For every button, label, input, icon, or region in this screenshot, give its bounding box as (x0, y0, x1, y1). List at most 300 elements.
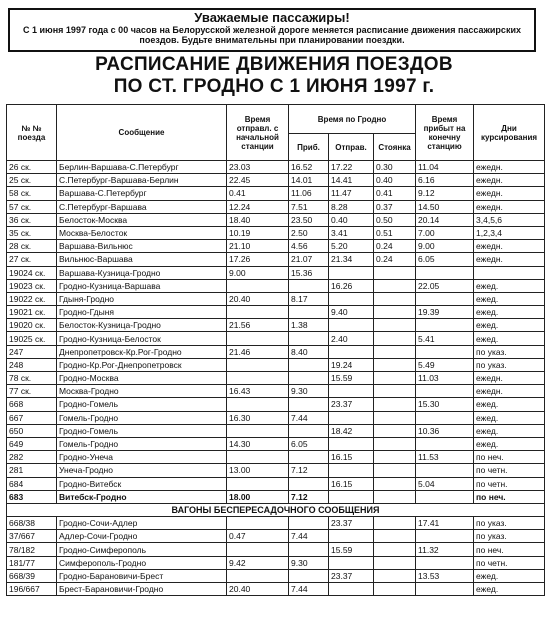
table-cell (416, 319, 474, 332)
table-cell: 14.41 (329, 174, 374, 187)
table-cell (227, 279, 289, 292)
table-row (7, 385, 545, 398)
table-cell: 9.00 (416, 240, 474, 253)
table-cell: ежед. (474, 569, 545, 582)
table-cell: ежедн. (474, 161, 545, 174)
table-cell: по неч. (474, 451, 545, 464)
table-cell: 16.15 (329, 477, 374, 490)
table-cell (374, 345, 416, 358)
table-cell (329, 411, 374, 424)
table-cell: по четн. (474, 556, 545, 569)
table-row (7, 583, 545, 596)
table-cell (329, 490, 374, 503)
table-cell: по указ. (474, 517, 545, 530)
table-row (7, 253, 545, 266)
table-row (7, 530, 545, 543)
table-cell: 9.40 (329, 306, 374, 319)
table-row (7, 266, 545, 279)
table-cell: Гродно-Кр.Рог-Днепропетровск (57, 358, 227, 371)
table-cell: 13.53 (416, 569, 474, 582)
table-cell (374, 437, 416, 450)
table-cell (329, 464, 374, 477)
table-row (7, 411, 545, 424)
header-arrive: Приб. (289, 134, 329, 161)
table-cell: 248 (7, 358, 57, 371)
table-cell: 25 ск. (7, 174, 57, 187)
section-body (7, 517, 545, 596)
table-cell: 19024 ск. (7, 266, 57, 279)
table-row (7, 398, 545, 411)
table-row (7, 319, 545, 332)
table-cell: ежед. (474, 332, 545, 345)
table-cell: 683 (7, 490, 57, 503)
table-cell: С.Петербург-Варшава-Берлин (57, 174, 227, 187)
table-cell (374, 477, 416, 490)
table-cell: ежед. (474, 319, 545, 332)
table-row (7, 187, 545, 200)
table-cell (416, 583, 474, 596)
table-cell: Берлин-Варшава-С.Петербург (57, 161, 227, 174)
table-cell: Гродно-Москва (57, 372, 227, 385)
table-cell: 11.06 (289, 187, 329, 200)
table-cell (289, 306, 329, 319)
table-cell (374, 530, 416, 543)
table-cell: Гродно-Сочи-Адлер (57, 517, 227, 530)
table-row (7, 490, 545, 503)
table-cell: 0.40 (329, 213, 374, 226)
table-cell (329, 319, 374, 332)
table-cell (289, 477, 329, 490)
table-cell: ежедн. (474, 200, 545, 213)
table-cell: 77 ск. (7, 385, 57, 398)
table-cell (374, 372, 416, 385)
table-cell: 668 (7, 398, 57, 411)
table-cell (474, 266, 545, 279)
table-cell (374, 543, 416, 556)
table-cell (374, 411, 416, 424)
table-cell: Гродно-Кузница-Варшава (57, 279, 227, 292)
table-cell: 18.42 (329, 424, 374, 437)
table-cell: ежед. (474, 411, 545, 424)
table-cell (374, 279, 416, 292)
table-cell (374, 490, 416, 503)
table-cell: 5.49 (416, 358, 474, 371)
table-cell: Варшава-С.Петербург (57, 187, 227, 200)
table-cell (227, 569, 289, 582)
table-cell: 0.51 (374, 226, 416, 239)
table-cell (227, 372, 289, 385)
table-cell: 0.41 (374, 187, 416, 200)
table-cell: ежед. (474, 437, 545, 450)
header-route: Сообщение (57, 105, 227, 161)
table-cell: 4.56 (289, 240, 329, 253)
table-cell: 19020 ск. (7, 319, 57, 332)
table-row (7, 517, 545, 530)
table-row (7, 358, 545, 371)
table-cell: 28 ск. (7, 240, 57, 253)
table-cell (374, 424, 416, 437)
table-cell: по указ. (474, 530, 545, 543)
table-cell: Гомель-Гродно (57, 411, 227, 424)
table-row (7, 161, 545, 174)
table-cell: по четн. (474, 464, 545, 477)
table-cell: ежедн. (474, 253, 545, 266)
table-cell: 12.24 (227, 200, 289, 213)
table-cell: 3,4,5,6 (474, 213, 545, 226)
table-cell: 18.40 (227, 213, 289, 226)
table-cell: 20.40 (227, 292, 289, 305)
table-cell: 9.00 (227, 266, 289, 279)
table-cell: Гродно-Гдыня (57, 306, 227, 319)
table-cell: 23.37 (329, 569, 374, 582)
table-cell: 5.04 (416, 477, 474, 490)
table-cell: 181/77 (7, 556, 57, 569)
table-cell: 0.24 (374, 253, 416, 266)
table-cell: 14.50 (416, 200, 474, 213)
table-cell (416, 345, 474, 358)
table-cell (289, 372, 329, 385)
table-cell: 78/182 (7, 543, 57, 556)
table-cell (416, 266, 474, 279)
table-cell: 21.56 (227, 319, 289, 332)
table-row (7, 372, 545, 385)
table-cell: ежед. (474, 398, 545, 411)
table-cell (227, 358, 289, 371)
table-cell: 2.50 (289, 226, 329, 239)
table-row (7, 477, 545, 490)
table-cell (374, 451, 416, 464)
table-cell: 16.43 (227, 385, 289, 398)
table-cell (416, 385, 474, 398)
table-cell: Гродно-Кузница-Белосток (57, 332, 227, 345)
table-cell: по неч. (474, 490, 545, 503)
header-arrive-final: Время прибыт на конечну станцию (416, 105, 474, 161)
table-cell: ежедн. (474, 174, 545, 187)
table-cell: 0.24 (374, 240, 416, 253)
table-cell: 9.30 (289, 556, 329, 569)
table-cell: 20.40 (227, 583, 289, 596)
table-cell: по указ. (474, 345, 545, 358)
table-cell: 11.03 (416, 372, 474, 385)
table-cell: ежедн. (474, 372, 545, 385)
table-cell: 19021 ск. (7, 306, 57, 319)
table-cell (374, 464, 416, 477)
table-cell: 23.50 (289, 213, 329, 226)
table-cell: 8.40 (289, 345, 329, 358)
table-cell: 2.40 (329, 332, 374, 345)
table-cell (416, 530, 474, 543)
table-cell: Варшава-Кузница-Гродно (57, 266, 227, 279)
table-cell: 21.07 (289, 253, 329, 266)
table-cell: Брест-Барановичи-Гродно (57, 583, 227, 596)
page-title-line1: РАСПИСАНИЕ ДВИЖЕНИЯ ПОЕЗДОВ (95, 54, 453, 75)
table-cell: Варшава-Вильнюс (57, 240, 227, 253)
table-cell: 16.52 (289, 161, 329, 174)
table-row (7, 424, 545, 437)
table-cell: Белосток-Кузница-Гродно (57, 319, 227, 332)
table-cell (227, 451, 289, 464)
header-grodno-time: Время по Гродно (289, 105, 416, 134)
table-row (7, 226, 545, 239)
table-cell: 23.03 (227, 161, 289, 174)
table-cell: 78 ск. (7, 372, 57, 385)
table-cell (416, 437, 474, 450)
table-cell: Гродно-Витебск (57, 477, 227, 490)
table-cell: 9.42 (227, 556, 289, 569)
table-cell: 3.41 (329, 226, 374, 239)
table-cell: 684 (7, 477, 57, 490)
table-cell: ежедн. (474, 385, 545, 398)
table-cell: 21.46 (227, 345, 289, 358)
table-cell (329, 556, 374, 569)
table-cell: 1,2,3,4 (474, 226, 545, 239)
table-cell: 281 (7, 464, 57, 477)
table-cell: 0.47 (227, 530, 289, 543)
table-cell: Гродно-Симферополь (57, 543, 227, 556)
table-cell: Гродно-Барановичи-Брест (57, 569, 227, 582)
table-row (7, 213, 545, 226)
table-cell: Днепропетровск-Кр.Рог-Гродно (57, 345, 227, 358)
table-cell: С.Петербург-Варшава (57, 200, 227, 213)
table-cell: 6.05 (289, 437, 329, 450)
table-cell: 23.37 (329, 398, 374, 411)
table-row (7, 200, 545, 213)
table-cell: ежед. (474, 279, 545, 292)
table-cell: 649 (7, 437, 57, 450)
table-cell (227, 477, 289, 490)
table-cell (289, 424, 329, 437)
table-cell: 9.12 (416, 187, 474, 200)
table-cell: ежедн. (474, 187, 545, 200)
schedule-body (7, 161, 545, 504)
table-cell: 19022 ск. (7, 292, 57, 305)
table-cell: 17.26 (227, 253, 289, 266)
table-cell: 7.12 (289, 464, 329, 477)
table-cell (374, 319, 416, 332)
table-row (7, 569, 545, 582)
table-cell: ежед. (474, 424, 545, 437)
notice-title: Уважаемые пассажиры! (194, 10, 350, 25)
header-depart-initial: Время отправл. с начальной станции (227, 105, 289, 161)
table-cell: 19.39 (416, 306, 474, 319)
table-cell: 16.30 (227, 411, 289, 424)
table-cell (374, 398, 416, 411)
table-cell: 196/667 (7, 583, 57, 596)
table-cell: 21.10 (227, 240, 289, 253)
table-cell (416, 292, 474, 305)
table-cell: 0.37 (374, 200, 416, 213)
header-stop: Стоянка (374, 134, 416, 161)
table-cell (227, 543, 289, 556)
table-cell: Гродно-Гомель (57, 398, 227, 411)
table-cell: 7.51 (289, 200, 329, 213)
table-cell: 5.20 (329, 240, 374, 253)
table-cell: ежед. (474, 306, 545, 319)
table-cell: 18.00 (227, 490, 289, 503)
table-cell: 10.19 (227, 226, 289, 239)
table-cell (289, 569, 329, 582)
table-cell: 9.30 (289, 385, 329, 398)
table-cell: 36 ск. (7, 213, 57, 226)
table-cell: 668/38 (7, 517, 57, 530)
header-days: Дни курсирования (474, 105, 545, 161)
table-cell: 16.15 (329, 451, 374, 464)
table-cell: ежед. (474, 292, 545, 305)
table-cell: 7.12 (289, 490, 329, 503)
table-row (7, 174, 545, 187)
table-row (7, 437, 545, 450)
table-cell: 22.05 (416, 279, 474, 292)
table-cell: Москва-Гродно (57, 385, 227, 398)
table-cell: 15.59 (329, 543, 374, 556)
table-cell: 21.34 (329, 253, 374, 266)
table-cell: 20.14 (416, 213, 474, 226)
table-cell: Гродно-Гомель (57, 424, 227, 437)
table-cell (416, 464, 474, 477)
table-cell: 15.30 (416, 398, 474, 411)
table-cell: Гродно-Унеча (57, 451, 227, 464)
table-cell (329, 292, 374, 305)
table-cell (374, 332, 416, 345)
table-cell: 19023 ск. (7, 279, 57, 292)
table-cell (374, 556, 416, 569)
page-title-line2: ПО СТ. ГРОДНО С 1 ИЮНЯ 1997 г. (113, 76, 435, 97)
table-cell: 22.45 (227, 174, 289, 187)
table-cell (329, 437, 374, 450)
table-cell: 16.26 (329, 279, 374, 292)
section-title: ВАГОНЫ БЕСПЕРЕСАДОЧНОГО СООБЩЕНИЯ (7, 503, 545, 516)
table-row (7, 292, 545, 305)
table-cell: 1.38 (289, 319, 329, 332)
table-cell: 23.37 (329, 517, 374, 530)
table-cell: 0.30 (374, 161, 416, 174)
notice-text: С 1 июня 1997 года с 00 часов на Белорусской железной дороге меняется расписание движения пассажирских поездов. Будьте внимательны при планировании поездки. (23, 25, 521, 45)
table-cell: Гдыня-Гродно (57, 292, 227, 305)
table-cell: 17.41 (416, 517, 474, 530)
table-cell: ежед. (474, 583, 545, 596)
table-cell: 0.41 (227, 187, 289, 200)
table-cell: 11.53 (416, 451, 474, 464)
table-cell: 8.17 (289, 292, 329, 305)
table-cell (289, 517, 329, 530)
table-cell: 26 ск. (7, 161, 57, 174)
table-cell (374, 266, 416, 279)
table-cell: 7.44 (289, 583, 329, 596)
table-cell: Симферополь-Гродно (57, 556, 227, 569)
table-cell: 7.44 (289, 411, 329, 424)
table-cell: 650 (7, 424, 57, 437)
table-cell: по неч. (474, 543, 545, 556)
table-cell (329, 530, 374, 543)
table-cell (289, 279, 329, 292)
table-cell (329, 385, 374, 398)
table-cell: 15.36 (289, 266, 329, 279)
table-cell: Гомель-Гродно (57, 437, 227, 450)
table-cell: 667 (7, 411, 57, 424)
table-cell: 58 ск. (7, 187, 57, 200)
table-cell: 6.16 (416, 174, 474, 187)
table-cell: 7.00 (416, 226, 474, 239)
table-cell: Адлер-Сочи-Гродно (57, 530, 227, 543)
table-cell (289, 543, 329, 556)
table-cell (416, 490, 474, 503)
table-cell: 0.50 (374, 213, 416, 226)
table-cell (329, 266, 374, 279)
table-cell (227, 517, 289, 530)
table-cell: 5.41 (416, 332, 474, 345)
table-cell: 14.01 (289, 174, 329, 187)
table-cell: 14.30 (227, 437, 289, 450)
table-row (7, 451, 545, 464)
table-cell: Вильнюс-Варшава (57, 253, 227, 266)
table-cell: 57 ск. (7, 200, 57, 213)
table-cell (374, 517, 416, 530)
header-depart: Отправ. (329, 134, 374, 161)
table-cell (374, 583, 416, 596)
table-cell (416, 411, 474, 424)
table-cell (374, 358, 416, 371)
table-cell: 37/667 (7, 530, 57, 543)
table-cell (374, 306, 416, 319)
table-cell: 10.36 (416, 424, 474, 437)
table-cell: 247 (7, 345, 57, 358)
table-row (7, 543, 545, 556)
table-row (7, 306, 545, 319)
table-cell (374, 385, 416, 398)
table-row (7, 556, 545, 569)
table-cell: 0.40 (374, 174, 416, 187)
table-cell: 8.28 (329, 200, 374, 213)
table-cell: 17.22 (329, 161, 374, 174)
table-cell: 6.05 (416, 253, 474, 266)
table-row (7, 345, 545, 358)
section-header (7, 503, 545, 516)
table-cell: Унеча-Гродно (57, 464, 227, 477)
table-cell: 668/39 (7, 569, 57, 582)
table-cell (227, 398, 289, 411)
table-cell: Витебск-Гродно (57, 490, 227, 503)
schedule-table (6, 104, 545, 596)
table-cell (227, 306, 289, 319)
table-cell (374, 569, 416, 582)
table-cell (329, 583, 374, 596)
table-cell: по четн. (474, 477, 545, 490)
table-cell (289, 451, 329, 464)
table-cell (374, 292, 416, 305)
table-cell: 27 ск. (7, 253, 57, 266)
table-cell: 11.47 (329, 187, 374, 200)
table-cell (289, 332, 329, 345)
table-cell: по указ. (474, 358, 545, 371)
notice-box (8, 8, 536, 52)
table-cell: 15.59 (329, 372, 374, 385)
table-row (7, 332, 545, 345)
table-cell: 19.24 (329, 358, 374, 371)
table-cell: 282 (7, 451, 57, 464)
table-cell (227, 332, 289, 345)
table-cell: Москва-Белосток (57, 226, 227, 239)
table-cell: 11.32 (416, 543, 474, 556)
table-cell: 35 ск. (7, 226, 57, 239)
header-train-no: № № поезда (7, 105, 57, 161)
table-cell: Белосток-Москва (57, 213, 227, 226)
table-cell (227, 424, 289, 437)
table-row (7, 240, 545, 253)
table-cell: 13.00 (227, 464, 289, 477)
table-cell (289, 358, 329, 371)
table-cell (329, 345, 374, 358)
table-row (7, 464, 545, 477)
